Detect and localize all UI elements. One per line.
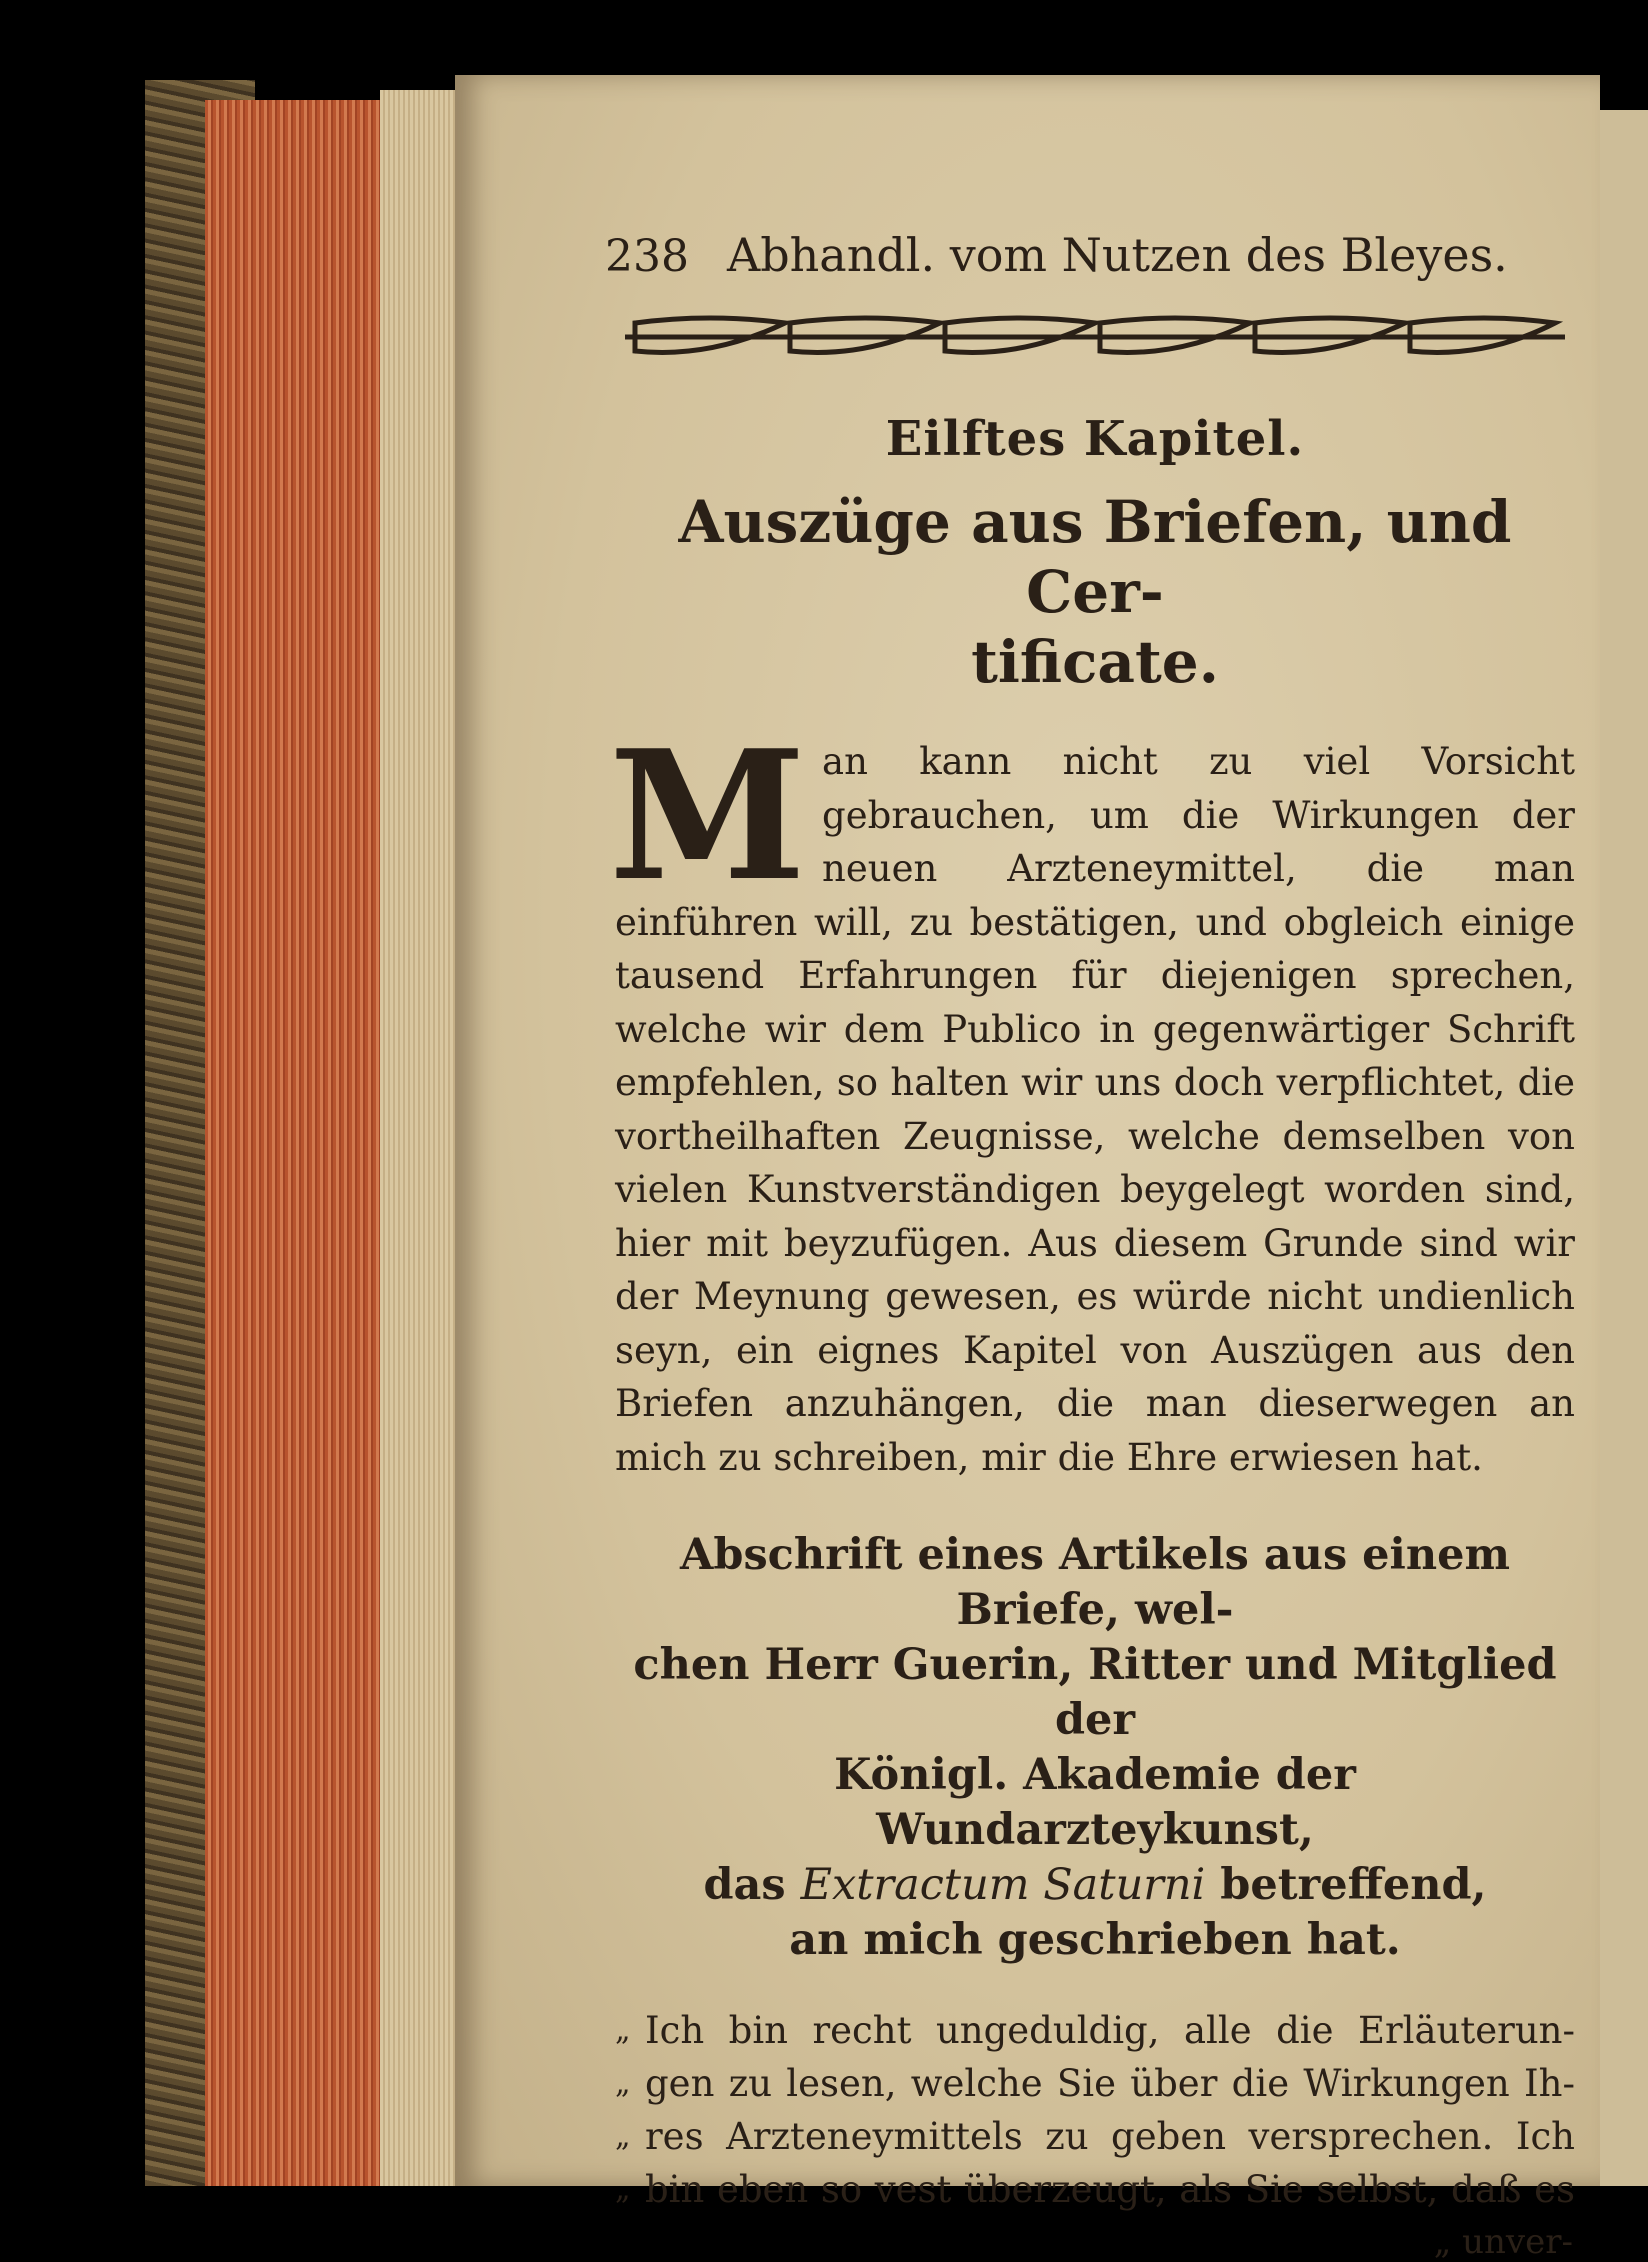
quote-mark: „ [615, 2119, 631, 2154]
letter-line [615, 2110, 1575, 2163]
intro-text: an kann nicht zu viel Vorsicht gebrauchen, um die Wirkungen der neuen Arzteneymittel, die man einführen will, zu bestätigen, und obgleich einige tausend Erfahrungen für diejenigen sprechen, welche wir dem Publico in gegenwärtiger Schrift empfehlen, so halten wir uns doch verpflichtet, die vortheilhaften Zeugnisse, welche demselben von vielen Kunstverständigen beygelegt worden sind, hier mit beyzufügen. Aus diesem Grunde sind wir der Meynung gewesen, es würde nicht undienlich seyn, ein eignes Kapitel von Auszügen aus den Briefen anzuhängen, die man dieserwegen an mich zu schreiben, mir die Ehre erwiesen hat. [615, 740, 1575, 1479]
quote-mark: „ [615, 2066, 631, 2101]
drop-cap: M [609, 711, 807, 920]
chain-ornament-icon [615, 309, 1575, 365]
letter-line-text: bin eben so vest überzeugt, als Sie selbst, daß es [645, 2168, 1575, 2211]
letter-line-text: res Arzteneymittels zu geben versprechen. Ich [645, 2115, 1575, 2158]
heading-line3: Königl. Akademie der Wundarzteykunst, [834, 1750, 1356, 1855]
letter-line [615, 2163, 1575, 2216]
page-edges-inner [380, 90, 465, 2186]
letter-line [615, 2004, 1575, 2057]
heading-line1: Abschrift eines Artikels aus einem Briefe, wel- [680, 1530, 1510, 1635]
heading-line4-latin: Extractum Saturni [800, 1860, 1206, 1910]
heading-line4-pre: das [703, 1860, 786, 1910]
heading-line2: chen Herr Guerin, Ritter und Mitglied der [633, 1640, 1557, 1745]
letter-line-text: gen zu lesen, welche Sie über die Wirkungen Ih- [645, 2062, 1575, 2105]
chapter-label: Eilftes Kapitel. [885, 411, 1305, 467]
letter-line [615, 2057, 1575, 2110]
heading-line4-post: betreffend, [1220, 1860, 1487, 1910]
running-title: Abhandl. vom Nutzen des Bleyes. [726, 228, 1508, 282]
facing-page [1600, 110, 1648, 2186]
letter-line-text: Ich bin recht ungeduldig, alle die Erläuterun- [645, 2009, 1575, 2052]
chapter-title-line2: tificate. [971, 628, 1219, 696]
heading-line4 [615, 1858, 1575, 1913]
chapter-title [615, 487, 1575, 697]
catchword: „ unver- [1433, 2222, 1573, 2262]
book-page [455, 75, 1600, 2262]
running-head [605, 225, 1575, 287]
letter-excerpt [615, 2004, 1575, 2216]
heading-line5: an mich geschrieben hat. [789, 1915, 1401, 1965]
intro-paragraph [609, 711, 1575, 1484]
quote-mark: „ [615, 2172, 631, 2207]
page-number: 238 [605, 231, 689, 282]
quote-mark: „ [615, 2013, 631, 2048]
page-content [605, 225, 1575, 2262]
letter-heading [615, 1528, 1575, 1968]
chapter-title-line1: Auszüge aus Briefen, und Cer- [678, 488, 1512, 626]
